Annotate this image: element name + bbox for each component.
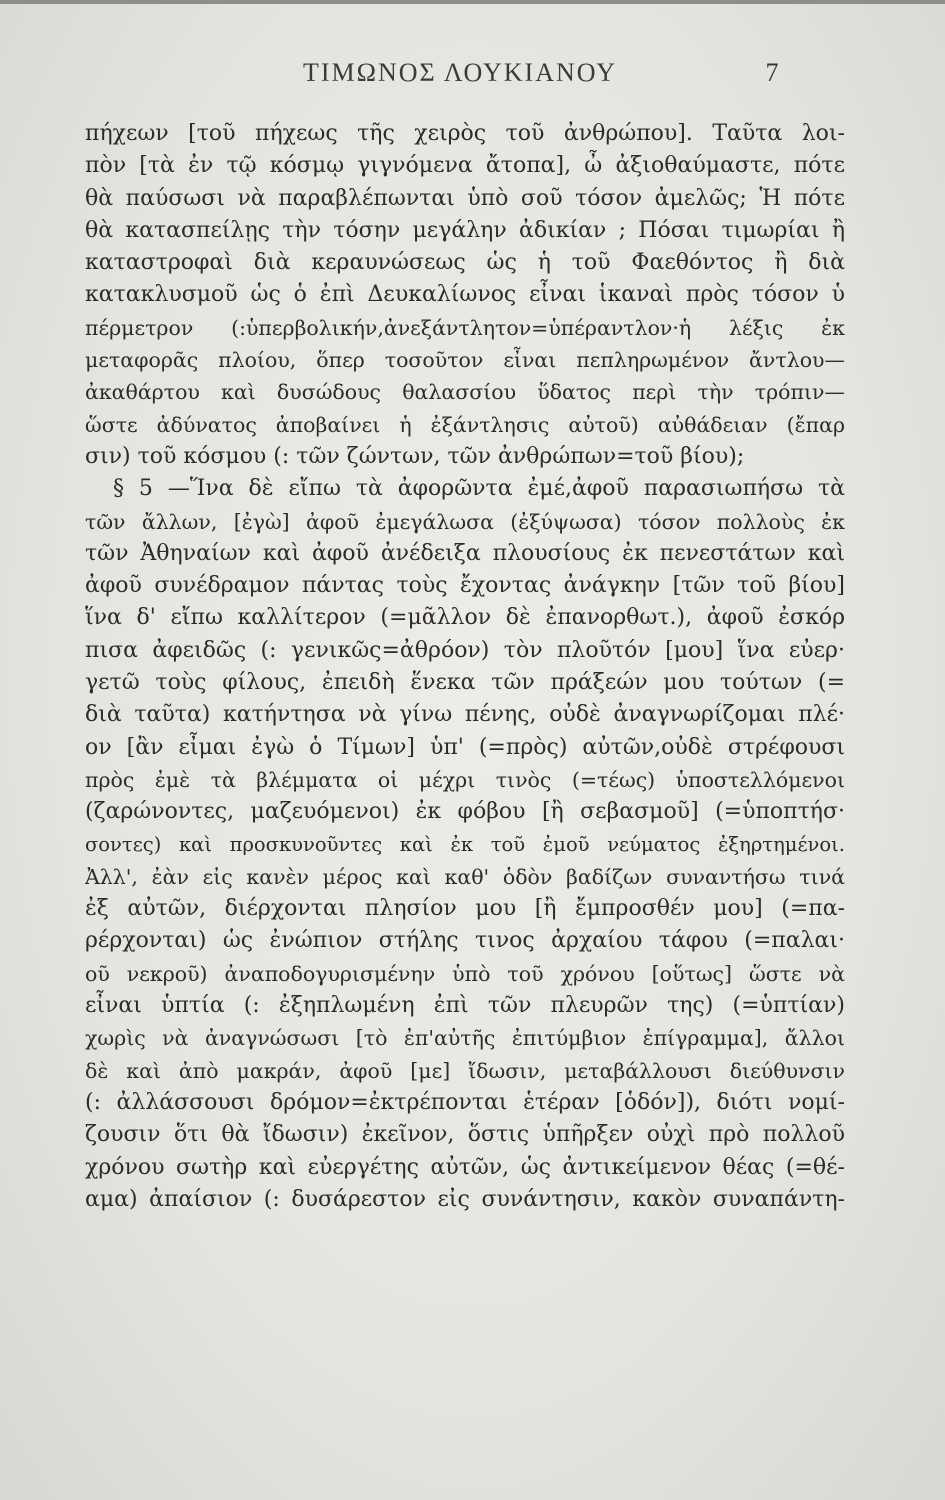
text-line: σιν) τοῦ κόσμου (: τῶν ζώντων, τῶν ἀνθρώπων=τοῦ βίου); bbox=[85, 443, 745, 469]
text-line: τῶν Ἀθηναίων καὶ ἀφοῦ ἀνέδειξα πλουσίους ἐκ πενεστάτων καὶ bbox=[85, 540, 845, 566]
text-line: πήχεων [τοῦ πήχεως τῆς χειρὸς τοῦ ἀνθρώπου]. Ταῦτα λοι- bbox=[85, 121, 845, 146]
text-line: θὰ κατασπείλῃς τὴν τόσην μεγάλην ἀδικίαν ; Πόσαι τιμωρίαι ἢ bbox=[85, 217, 845, 243]
text-line: (: ἀλλάσσουσι δρόμον=ἐκτρέπονται ἑτέραν [ὁδόν]), διότι νομί- bbox=[85, 1089, 845, 1115]
text-line: κατακλυσμοῦ ὡς ὁ ἐπὶ Δευκαλίωνος εἶναι ἱκαναὶ πρὸς τόσον ὑ bbox=[85, 282, 845, 308]
text-line: χωρὶς νὰ ἀναγνώσωσι [τὸ ἐπ'αὐτῆς ἐπιτύμβιον ἐπίγραμμα], ἄλλοι bbox=[85, 1026, 845, 1051]
text-line: γετῶ τοὺς φίλους, ἐπειδὴ ἕνεκα τῶν πράξεών μου τούτων (= bbox=[85, 670, 845, 696]
text-line: σοντες) καὶ προσκυνοῦντες καὶ ἐκ τοῦ ἐμοῦ νεύματος ἐξηρτημένοι. bbox=[85, 832, 845, 856]
text-line: πρὸς ἐμὲ τὰ βλέμματα οἱ μέχρι τινὸς (=τέως) ὑποστελλόμενοι bbox=[85, 767, 845, 792]
text-line: οῦ νεκροῦ) ἀναποδογυρισμένην ὑπὸ τοῦ χρόνου [οὕτως] ὥστε νὰ bbox=[85, 961, 845, 986]
text-line: ἀκαθάρτου καὶ δυσώδους θαλασσίου ὕδατος περὶ τὴν τρόπιν— bbox=[85, 380, 845, 405]
body-text bbox=[85, 118, 845, 1216]
text-line: εἶναι ὑπτία (: ἐξηπλωμένη ἐπὶ τῶν πλευρῶν της) (=ὑπτίαν) bbox=[85, 993, 845, 1019]
text-line: ἀφοῦ συνέδραμον πάντας τοὺς ἔχοντας ἀνάγκην [τῶν τοῦ βίου] bbox=[85, 573, 845, 599]
text-line: διὰ ταῦτα) κατήντησα νὰ γίνω πένης, οὐδὲ ἀναγνωρίζομαι πλέ· bbox=[85, 702, 845, 728]
text-line: Ἀλλ', ἐὰν εἰς κανὲν μέρος καὶ καθ' ὁδὸν βαδίζων συναντήσω τινά bbox=[85, 864, 845, 889]
text-line: πὸν [τὰ ἐν τῷ κόσμῳ γιγνόμενα ἄτοπα], ὦ ἀξιοθαύμαστε, πότε bbox=[85, 153, 845, 179]
text-line: ον [ἂν εἶμαι ἐγὼ ὁ Τίμων] ὑπ' (=πρὸς) αὐτῶν,οὐδὲ στρέφουσι bbox=[85, 734, 845, 760]
text-line: ἐξ αὐτῶν, διέρχονται πλησίον μου [ἢ ἔμπροσθέν μου] (=πα- bbox=[85, 896, 845, 922]
text-line: μεταφορᾶς πλοίου, ὅπερ τοσοῦτον εἶναι πεπληρωμένον ἄντλου— bbox=[85, 348, 845, 373]
text-line: τῶν ἄλλων, [ἐγὼ] ἀφοῦ ἐμεγάλωσα (ἐξύψωσα) τόσον πολλοὺς ἐκ bbox=[85, 509, 845, 534]
text-line: δὲ καὶ ἀπὸ μακράν, ἀφοῦ [με] ἴδωσιν, μεταβάλλουσι διεύθυνσιν bbox=[85, 1058, 845, 1083]
text-line: ρέρχονται) ὡς ἐνώπιον στήλης τινος ἀρχαίου τάφου (=παλαι· bbox=[85, 928, 845, 954]
text-line: (ζαρώνοντες, μαζευόμενοι) ἐκ φόβου [ἢ σεβασμοῦ] (=ὑποπτήσ· bbox=[85, 799, 845, 825]
page-number: 7 bbox=[765, 58, 779, 87]
top-edge-rule bbox=[0, 0, 945, 4]
text-line: πισα ἀφειδῶς (: γενικῶς=ἀθρόον) τὸν πλοῦτόν [μου] ἵνα εὐερ· bbox=[85, 637, 845, 663]
text-line: ζουσιν ὅτι θὰ ἴδωσιν) ἐκεῖνον, ὅστις ὑπῆρξεν οὐχὶ πρὸ πολλοῦ bbox=[85, 1122, 845, 1148]
text-line: αμα) ἀπαίσιον (: δυσάρεστον εἰς συνάντησιν, κακὸν συναπάντη- bbox=[85, 1186, 845, 1212]
running-title: ΤΙΜΩΝΟΣ ΛΟΥΚΙΑΝΟΥ bbox=[302, 58, 618, 87]
text-line: χρόνου σωτὴρ καὶ εὐεργέτης αὐτῶν, ὡς ἀντικείμενον θέας (=θέ- bbox=[85, 1154, 845, 1180]
text-line: καταστροφαὶ διὰ κεραυνώσεως ὡς ἡ τοῦ Φαεθόντος ἢ διὰ bbox=[85, 250, 845, 276]
text-line: πέρμετρον (:ὑπερβολικήν,ἀνεξάντλητον=ὑπέραντλον·ἡ λέξις ἐκ bbox=[85, 315, 845, 340]
text-line: θὰ παύσωσι νὰ παραβλέπωνται ὑπὸ σοῦ τόσον ἀμελῶς; Ἡ πότε bbox=[85, 185, 845, 211]
page-header bbox=[0, 58, 945, 98]
text-line: ὥστε ἀδύνατος ἀποβαίνει ἡ ἐξάντλησις αὐτοῦ) αὐθάδειαν (ἔπαρ bbox=[85, 412, 845, 437]
section-5-start: § 5 —Ἵνα δὲ εἴπω τὰ ἀφορῶντα ἐμέ,ἀφοῦ παρασιωπήσω τὰ bbox=[113, 476, 845, 502]
text-line: ἵνα δ' εἴπω καλλίτερον (=μᾶλλον δὲ ἐπανορθωτ.), ἀφοῦ ἐσκόρ bbox=[85, 605, 845, 631]
